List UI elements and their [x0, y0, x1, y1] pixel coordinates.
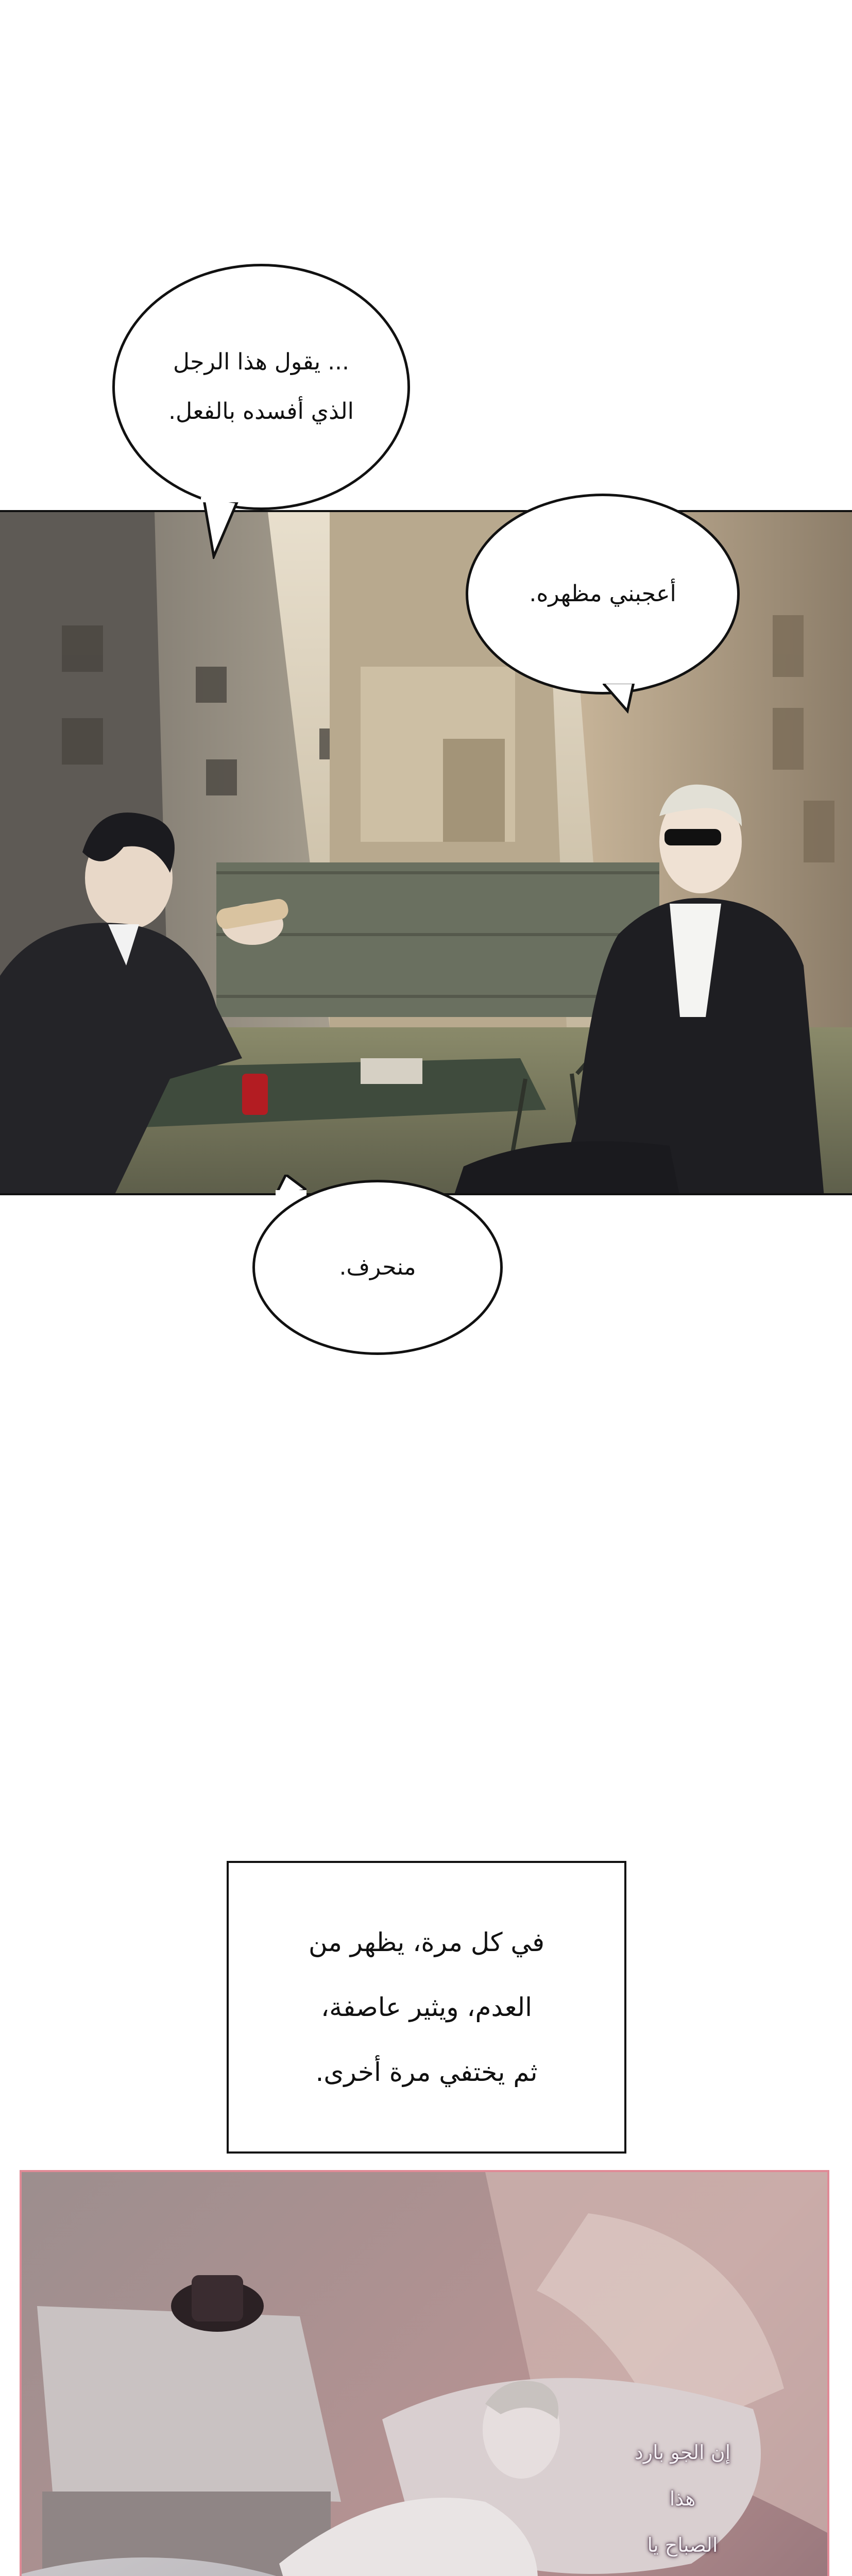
caption-text: في كل مرة، يظهر من العدم، ويثير عاصفة، ثم يختفي مرة أخرى.	[309, 1927, 544, 2087]
speech-bubble-text: منحرف.	[339, 1254, 416, 1280]
speech-bubble-tail	[201, 497, 242, 559]
speech-bubble-text: ... يقول هذا الرجل الذي أفسده بالفعل.	[168, 349, 354, 425]
speech-bubble-text: أعجبني مظهره.	[529, 581, 676, 607]
speech-bubble-top-right	[466, 494, 740, 694]
speech-bubble-tail	[276, 1175, 306, 1195]
speech-bubble-tail	[603, 683, 639, 714]
whisper-text: إن الجو بارد هذا الصباح يا	[634, 2441, 731, 2556]
speech-bubble-middle	[252, 1180, 503, 1355]
speech-bubble-top-left	[112, 264, 410, 510]
caption-box-one	[227, 1861, 626, 2154]
